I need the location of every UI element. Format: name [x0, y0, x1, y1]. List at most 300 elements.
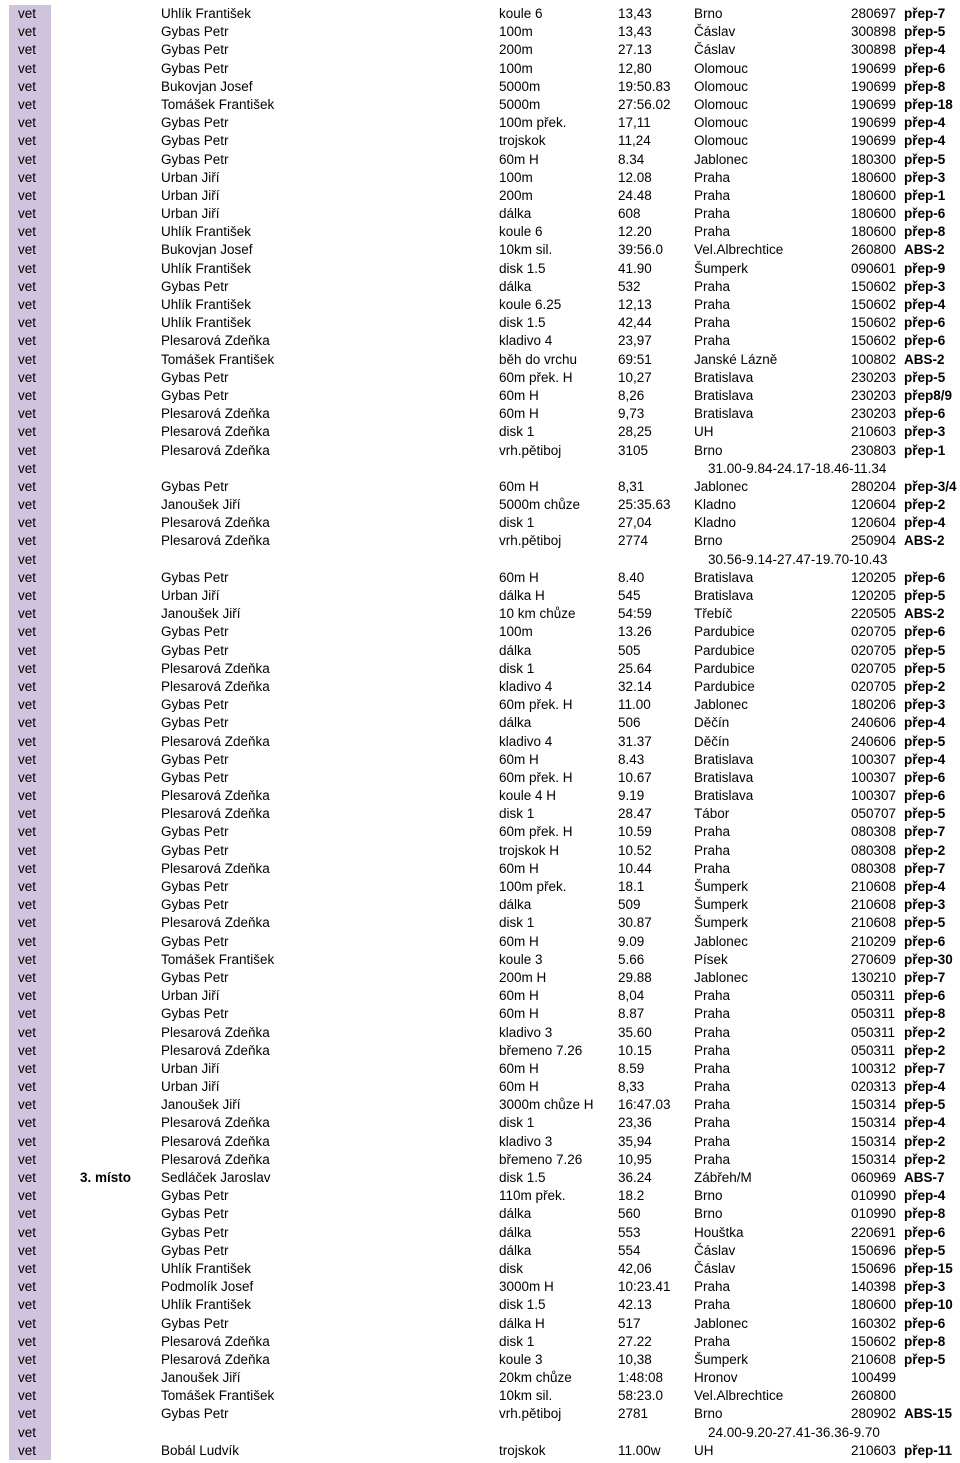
- venue-cell: Brno: [694, 1188, 723, 1204]
- note-cell: přep-5: [904, 915, 946, 931]
- table-row: [0, 823, 960, 841]
- venue-cell: Praha: [694, 1060, 731, 1076]
- note-cell: přep-2: [904, 497, 946, 513]
- note-cell: přep-8: [904, 224, 946, 240]
- venue-cell: Pardubice: [694, 660, 755, 676]
- discipline-cell: dálka: [499, 1224, 532, 1240]
- discipline-cell: kladivo 4: [499, 333, 553, 349]
- performance-cell: 10.15: [618, 1042, 652, 1058]
- table-row: [0, 1351, 960, 1369]
- performance-cell: 554: [618, 1242, 641, 1258]
- performance-cell: 10.67: [618, 769, 652, 785]
- venue-cell: Praha: [694, 1151, 731, 1167]
- note-cell: přep-3: [904, 278, 946, 294]
- discipline-cell: 100m: [499, 60, 533, 76]
- performance-cell: 13.26: [618, 624, 652, 640]
- table-row: [0, 96, 960, 114]
- venue-cell: Janské Lázně: [694, 351, 778, 367]
- date-cell: 150602: [851, 297, 897, 312]
- note-cell: přep-5: [904, 733, 946, 749]
- note-cell: přep8/9: [904, 387, 953, 403]
- table-row: [0, 878, 960, 896]
- category-cell: vet: [9, 1442, 51, 1460]
- note-cell: přep-6: [904, 1224, 946, 1240]
- note-cell: ABS-7: [904, 1170, 945, 1185]
- performance-cell: 545: [618, 588, 641, 603]
- table-row: [0, 623, 960, 641]
- note-cell: přep-5: [904, 369, 946, 385]
- performance-cell: 2774: [618, 533, 649, 549]
- performance-cell: 24.48: [618, 187, 652, 203]
- performance-cell: 9,73: [618, 406, 645, 422]
- performance-cell: 8.59: [618, 1060, 645, 1076]
- discipline-cell: 60m H: [499, 860, 539, 876]
- category-cell: vet: [9, 260, 51, 278]
- performance-cell: 10.44: [618, 860, 652, 876]
- athlete-name-cell: Plesarová Zdeňka: [161, 1115, 270, 1131]
- table-row: [0, 1260, 960, 1278]
- venue-cell: Šumperk: [694, 260, 749, 276]
- athlete-name-cell: Gybas Petr: [161, 569, 229, 585]
- athlete-name-cell: Gybas Petr: [161, 1206, 229, 1222]
- athlete-name-cell: Plesarová Zdeňka: [161, 860, 270, 876]
- venue-cell: Jablonec: [694, 697, 749, 713]
- date-cell: 010990: [851, 1188, 897, 1204]
- performance-cell: 11.00w: [618, 1442, 661, 1458]
- venue-cell: Brno: [694, 1406, 723, 1422]
- discipline-cell: běh do vrchu: [499, 351, 578, 367]
- athlete-name-cell: Tomášek František: [161, 1388, 275, 1404]
- performance-cell: 42.13: [618, 1297, 652, 1313]
- category-cell: vet: [9, 5, 51, 23]
- discipline-cell: 60m H: [499, 1060, 539, 1076]
- note-cell: přep-5: [904, 1242, 946, 1258]
- table-row: [0, 132, 960, 150]
- category-cell: vet: [9, 114, 51, 132]
- note-cell: přep-1: [904, 442, 946, 458]
- venue-cell: Bratislava: [694, 406, 754, 422]
- venue-cell: UH: [694, 1442, 714, 1458]
- note-cell: přep-3/4: [904, 478, 957, 494]
- date-cell: 150314: [851, 1151, 897, 1167]
- athlete-name-cell: Uhlík František: [161, 6, 252, 21]
- category-cell: vet: [9, 714, 51, 732]
- athlete-name-cell: Gybas Petr: [161, 60, 229, 76]
- venue-cell: Praha: [694, 1297, 731, 1313]
- note-cell: ABS-2: [904, 533, 945, 549]
- category-cell: vet: [9, 132, 51, 150]
- performance-cell: 10,95: [618, 1151, 652, 1167]
- note-cell: přep-5: [904, 1351, 946, 1367]
- table-row: [0, 696, 960, 714]
- discipline-cell: koule 6.25: [499, 297, 562, 312]
- category-cell: vet: [9, 187, 51, 205]
- discipline-cell: 60m H: [499, 151, 539, 167]
- table-row: [0, 1315, 960, 1333]
- discipline-cell: 60m H: [499, 387, 539, 403]
- category-cell: vet: [9, 314, 51, 332]
- athlete-name-cell: Janoušek Jiří: [161, 497, 241, 513]
- discipline-cell: 60m H: [499, 569, 539, 585]
- discipline-cell: kladivo 3: [499, 1133, 553, 1149]
- table-row: [0, 278, 960, 296]
- table-row: [0, 1005, 960, 1023]
- note-cell: ABS-2: [904, 242, 945, 258]
- table-row: [0, 969, 960, 987]
- performance-cell: 30.87: [618, 915, 652, 931]
- date-cell: 020313: [851, 1079, 897, 1095]
- discipline-cell: 100m: [499, 169, 533, 185]
- athlete-name-cell: Uhlík František: [161, 224, 252, 240]
- venue-cell: Praha: [694, 1279, 731, 1295]
- performance-cell: 532: [618, 278, 641, 294]
- note-cell: přep-8: [904, 1006, 946, 1022]
- athlete-name-cell: Gybas Petr: [161, 897, 229, 913]
- venue-cell: Jablonec: [694, 933, 749, 949]
- table-row: [0, 78, 960, 96]
- date-cell: 220505: [851, 606, 897, 622]
- date-cell: 150602: [851, 1333, 897, 1349]
- table-row: [0, 241, 960, 259]
- discipline-cell: dálka: [499, 1206, 532, 1222]
- category-cell: vet: [9, 569, 51, 587]
- performance-cell: 18.1: [618, 879, 645, 894]
- note-cell: přep-6: [904, 333, 946, 349]
- note-cell: přep-6: [904, 1315, 946, 1331]
- performance-cell: 12,80: [618, 60, 652, 76]
- note-cell: přep-15: [904, 1260, 953, 1276]
- category-cell: vet: [9, 1278, 51, 1296]
- discipline-cell: 60m H: [499, 406, 539, 422]
- performance-cell: 9.19: [618, 788, 645, 804]
- venue-cell: Bratislava: [694, 788, 754, 804]
- note-cell: přep-3: [904, 169, 946, 185]
- athlete-name-cell: Plesarová Zdeňka: [161, 424, 270, 440]
- table-row: [0, 860, 960, 878]
- note-cell: přep-11: [904, 1442, 953, 1458]
- table-row: [0, 1242, 960, 1260]
- venue-cell: Kladno: [694, 497, 737, 513]
- performance-cell: 8.87: [618, 1006, 645, 1022]
- discipline-cell: dálka H: [499, 588, 545, 603]
- venue-cell: Jablonec: [694, 969, 749, 985]
- discipline-cell: disk 1.5: [499, 260, 546, 276]
- note-cell: přep-2: [904, 1042, 946, 1058]
- venue-cell: Praha: [694, 278, 731, 294]
- discipline-cell: trojskok: [499, 133, 546, 149]
- athlete-name-cell: Gybas Petr: [161, 715, 229, 731]
- performance-cell: 11.00: [618, 697, 651, 713]
- performance-cell: 2781: [618, 1406, 649, 1422]
- date-cell: 100499: [851, 1370, 897, 1386]
- athlete-name-cell: Plesarová Zdeňka: [161, 1151, 270, 1167]
- table-row: [0, 1405, 960, 1423]
- discipline-cell: vrh.pětiboj: [499, 533, 562, 549]
- note-cell: přep-3: [904, 697, 946, 713]
- discipline-cell: koule 6: [499, 6, 543, 21]
- discipline-cell: dálka: [499, 715, 532, 731]
- athlete-name-cell: Gybas Petr: [161, 642, 229, 658]
- performance-cell: 8.40: [618, 569, 645, 585]
- date-cell: 230203: [851, 406, 897, 422]
- discipline-cell: vrh.pětiboj: [499, 1406, 562, 1422]
- performance-cell: 3105: [618, 442, 649, 458]
- table-row: [0, 478, 960, 496]
- venue-cell: Zábřeh/M: [694, 1170, 752, 1185]
- athlete-name-cell: Uhlík František: [161, 1297, 252, 1313]
- performance-cell: 505: [618, 642, 641, 658]
- performance-cell: 27.22: [618, 1333, 652, 1349]
- placing-cell: 3. místo: [80, 1170, 132, 1185]
- date-cell: 180600: [851, 1297, 897, 1313]
- table-row: [0, 1442, 960, 1460]
- athlete-name-cell: Podmolík Josef: [161, 1279, 254, 1295]
- note-cell: přep-4: [904, 1115, 946, 1131]
- category-cell: vet: [9, 460, 51, 478]
- venue-cell: Hronov: [694, 1370, 738, 1386]
- athlete-name-cell: Gybas Petr: [161, 42, 229, 58]
- category-cell: vet: [9, 296, 51, 314]
- date-cell: 020705: [851, 624, 897, 640]
- venue-cell: Praha: [694, 224, 731, 240]
- performance-cell: 17,11: [618, 115, 651, 131]
- discipline-cell: dálka: [499, 642, 532, 658]
- note-cell: ABS-2: [904, 606, 945, 622]
- performance-cell: 42,06: [618, 1260, 652, 1276]
- venue-cell: Olomouc: [694, 115, 749, 131]
- discipline-cell: 10 km chůze: [499, 606, 576, 622]
- note-cell: přep-6: [904, 988, 946, 1004]
- performance-cell: 8,31: [618, 478, 645, 494]
- date-cell: 210608: [851, 879, 897, 894]
- discipline-cell: kladivo 4: [499, 678, 553, 694]
- date-cell: 100312: [851, 1060, 897, 1076]
- table-row: [0, 332, 960, 350]
- performance-cell: 35.60: [618, 1024, 652, 1040]
- table-row: [0, 951, 960, 969]
- discipline-cell: dálka: [499, 897, 532, 913]
- venue-cell: Jablonec: [694, 1315, 749, 1331]
- performance-cell: 23,97: [618, 333, 652, 349]
- performance-cell: 11,24: [618, 133, 651, 149]
- venue-cell: Brno: [694, 6, 723, 21]
- category-cell: vet: [9, 1205, 51, 1223]
- performance-cell: 12.08: [618, 169, 652, 185]
- athlete-name-cell: Gybas Petr: [161, 769, 229, 785]
- date-cell: 210608: [851, 897, 897, 913]
- table-row: [0, 223, 960, 241]
- note-cell: přep-4: [904, 297, 946, 312]
- venue-cell: Praha: [694, 1079, 731, 1095]
- date-cell: 050311: [851, 1042, 896, 1058]
- venue-cell: Bratislava: [694, 751, 754, 767]
- date-cell: 210603: [851, 1442, 897, 1458]
- venue-cell: Bratislava: [694, 387, 754, 403]
- date-cell: 050311: [851, 1024, 896, 1040]
- performance-cell: 25:35.63: [618, 497, 671, 513]
- date-cell: 150314: [851, 1133, 897, 1149]
- category-cell: vet: [9, 1224, 51, 1242]
- note-cell: přep-4: [904, 715, 946, 731]
- category-cell: vet: [9, 951, 51, 969]
- category-cell: vet: [9, 1387, 51, 1405]
- date-cell: 150602: [851, 315, 897, 331]
- performance-cell: 10.59: [618, 824, 652, 840]
- category-cell: vet: [9, 278, 51, 296]
- performance-cell: 509: [618, 897, 641, 913]
- date-cell: 210608: [851, 915, 897, 931]
- date-cell: 020705: [851, 642, 897, 658]
- table-row: [0, 169, 960, 187]
- note-cell: přep-4: [904, 1079, 946, 1095]
- category-cell: vet: [9, 41, 51, 59]
- performance-cell: 41.90: [618, 260, 652, 276]
- category-cell: vet: [9, 532, 51, 550]
- athlete-name-cell: Bobál Ludvík: [161, 1442, 240, 1458]
- table-row: [0, 805, 960, 823]
- venue-cell: Olomouc: [694, 133, 749, 149]
- category-cell: vet: [9, 496, 51, 514]
- discipline-cell: 20km chůze: [499, 1370, 572, 1386]
- discipline-cell: dálka H: [499, 1315, 545, 1331]
- athlete-name-cell: Gybas Petr: [161, 1006, 229, 1022]
- note-cell: přep-6: [904, 315, 946, 331]
- venue-cell: Bratislava: [694, 569, 754, 585]
- table-row: [0, 678, 960, 696]
- athlete-name-cell: Gybas Petr: [161, 387, 229, 403]
- category-cell: vet: [9, 660, 51, 678]
- date-cell: 050707: [851, 806, 897, 822]
- date-cell: 150696: [851, 1242, 897, 1258]
- athlete-name-cell: Urban Jiří: [161, 187, 220, 203]
- discipline-cell: 100m: [499, 624, 533, 640]
- category-cell: vet: [9, 551, 51, 569]
- athlete-name-cell: Gybas Petr: [161, 842, 229, 858]
- table-row: [0, 442, 960, 460]
- table-row: [0, 733, 960, 751]
- category-cell: vet: [9, 514, 51, 532]
- category-cell: vet: [9, 1005, 51, 1023]
- venue-cell: Praha: [694, 333, 731, 349]
- performance-cell: 25.64: [618, 660, 652, 676]
- venue-cell: Šumperk: [694, 879, 749, 894]
- venue-cell: Čáslav: [694, 1260, 736, 1276]
- date-cell: 280697: [851, 6, 897, 21]
- note-cell: přep-3: [904, 897, 946, 913]
- athlete-name-cell: Gybas Petr: [161, 115, 229, 131]
- discipline-cell: 5000m chůze: [499, 497, 581, 513]
- performance-cell: 27:56.02: [618, 96, 671, 112]
- athlete-name-cell: Urban Jiří: [161, 169, 220, 185]
- discipline-cell: 100m přek.: [499, 115, 567, 131]
- performance-cell: 517: [618, 1315, 641, 1331]
- category-cell: vet: [9, 787, 51, 805]
- note-cell: ABS-15: [904, 1406, 953, 1422]
- athlete-name-cell: Plesarová Zdeňka: [161, 1133, 270, 1149]
- category-cell: vet: [9, 769, 51, 787]
- category-cell: vet: [9, 733, 51, 751]
- category-cell: vet: [9, 642, 51, 660]
- discipline-cell: 200m H: [499, 969, 547, 985]
- performance-cell: 12.20: [618, 224, 652, 240]
- category-cell: vet: [9, 169, 51, 187]
- note-cell: přep-4: [904, 133, 946, 149]
- performance-cell: 54:59: [618, 606, 652, 622]
- category-cell: vet: [9, 623, 51, 641]
- venue-cell: Vel.Albrechtice: [694, 1388, 784, 1404]
- category-cell: vet: [9, 1351, 51, 1369]
- category-cell: vet: [9, 1405, 51, 1423]
- category-cell: vet: [9, 151, 51, 169]
- note-cell: přep-30: [904, 951, 953, 967]
- note-cell: přep-10: [904, 1297, 953, 1313]
- athlete-name-cell: Gybas Petr: [161, 133, 229, 149]
- category-cell: vet: [9, 1187, 51, 1205]
- table-row: [0, 151, 960, 169]
- category-cell: vet: [9, 423, 51, 441]
- discipline-cell: disk 1: [499, 424, 535, 440]
- date-cell: 250904: [851, 533, 897, 549]
- venue-cell: Bratislava: [694, 769, 754, 785]
- category-cell: vet: [9, 1169, 51, 1187]
- athlete-name-cell: Gybas Petr: [161, 151, 229, 167]
- venue-cell: Brno: [694, 1206, 723, 1222]
- table-row: [0, 1133, 960, 1151]
- note-cell: přep-8: [904, 1333, 946, 1349]
- category-cell: vet: [9, 1024, 51, 1042]
- venue-cell: Praha: [694, 1133, 731, 1149]
- date-cell: 240606: [851, 715, 897, 731]
- date-cell: 190699: [851, 133, 897, 149]
- performance-cell: 27,04: [618, 515, 652, 531]
- discipline-cell: 60m přek. H: [499, 369, 573, 385]
- date-cell: 100802: [851, 351, 897, 367]
- table-row: [0, 205, 960, 223]
- date-cell: 280902: [851, 1406, 897, 1422]
- performance-cell: 31.37: [618, 733, 652, 749]
- venue-cell: Praha: [694, 824, 731, 840]
- category-cell: vet: [9, 78, 51, 96]
- note-cell: přep-7: [904, 969, 946, 985]
- table-row: [0, 605, 960, 623]
- note-cell: ABS-2: [904, 351, 945, 367]
- performance-cell: 28,25: [618, 424, 652, 440]
- athlete-name-cell: Gybas Petr: [161, 1224, 229, 1240]
- category-cell: vet: [9, 442, 51, 460]
- table-row: [0, 423, 960, 441]
- date-cell: 100307: [851, 769, 897, 785]
- category-cell: vet: [9, 605, 51, 623]
- table-row: [0, 351, 960, 369]
- athlete-name-cell: Gybas Petr: [161, 933, 229, 949]
- category-cell: vet: [9, 1315, 51, 1333]
- date-cell: 220691: [851, 1224, 897, 1240]
- table-row: [0, 496, 960, 514]
- date-cell: 080308: [851, 860, 897, 876]
- table-row: [0, 1278, 960, 1296]
- athlete-name-cell: Plesarová Zdeňka: [161, 678, 270, 694]
- table-row: [0, 933, 960, 951]
- category-cell: vet: [9, 933, 51, 951]
- venue-cell: Olomouc: [694, 96, 749, 112]
- category-cell: vet: [9, 369, 51, 387]
- venue-cell: Praha: [694, 988, 731, 1004]
- performance-cell: 29.88: [618, 969, 652, 985]
- table-row: [0, 1060, 960, 1078]
- table-row: [0, 369, 960, 387]
- note-cell: přep-6: [904, 569, 946, 585]
- date-cell: 150696: [851, 1260, 897, 1276]
